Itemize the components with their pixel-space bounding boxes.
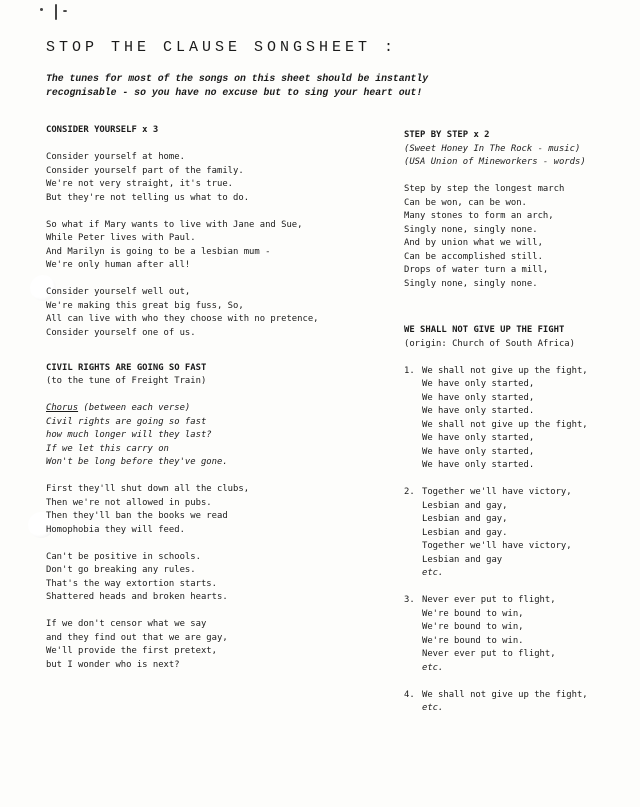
lyric-line: Singly none, singly none. bbox=[404, 224, 538, 235]
chorus-line: Civil rights are going so fast bbox=[46, 416, 207, 427]
lyric-line: Lesbian and gay, bbox=[422, 514, 508, 524]
chorus-note: (between each verse) bbox=[78, 403, 191, 413]
lyric-line: Step by step the longest march bbox=[404, 184, 565, 194]
song-credit: (USA Union of Mineworkers - words) bbox=[404, 157, 586, 167]
song-origin: (origin: Church of South Africa) bbox=[404, 338, 575, 349]
chorus-label-line bbox=[46, 402, 376, 416]
verse-number: 3. bbox=[404, 595, 415, 605]
verse-number: 2. bbox=[404, 487, 415, 497]
lyric-line: And by union what we will, bbox=[404, 238, 543, 248]
lyric-line: We shall not give up the fight, bbox=[422, 365, 588, 376]
lyric-line: We'll provide the first pretext, bbox=[46, 646, 217, 656]
lyric-line: Don't go breaking any rules. bbox=[46, 565, 196, 575]
lyric-line: but I wonder who is next? bbox=[46, 659, 180, 670]
intro-line: recognisable - so you have no excuse but to sing your heart out! bbox=[46, 87, 423, 98]
etc-line: etc. bbox=[422, 568, 444, 578]
lyric-line: We have only started. bbox=[422, 460, 535, 470]
lyric-line: Consider yourself one of us. bbox=[46, 327, 196, 338]
lyric-line: Never ever put to flight, bbox=[422, 649, 556, 659]
chorus-line: how much longer will they last? bbox=[46, 430, 212, 440]
lyric-line: First they'll shut down all the clubs, bbox=[46, 484, 250, 494]
right-column bbox=[404, 129, 634, 716]
lyric-line: Singly none, singly none. bbox=[404, 278, 538, 289]
lyric-line: Then they'll ban the books we read bbox=[46, 511, 228, 521]
lyric-line: Many stones to form an arch, bbox=[404, 211, 554, 221]
lyric-line: But they're not telling us what to do. bbox=[46, 192, 250, 203]
lyric-line: We have only started. bbox=[422, 406, 535, 416]
etc-line: etc. bbox=[422, 662, 444, 673]
lyric-line: We have only started, bbox=[422, 433, 535, 443]
lyric-line: and they find out that we are gay, bbox=[46, 632, 228, 643]
lyric-line: We're bound to win. bbox=[422, 635, 524, 646]
verse-number: 4. bbox=[404, 689, 415, 700]
lyric-line: Can be accomplished still. bbox=[404, 251, 543, 262]
song-heading: STEP BY STEP x 2 bbox=[404, 130, 490, 140]
lyric-line: Consider yourself part of the family. bbox=[46, 165, 244, 176]
lyric-line: We're bound to win, bbox=[422, 622, 524, 632]
lyric-line: Consider yourself well out, bbox=[46, 287, 191, 297]
left-column bbox=[46, 124, 376, 672]
lyric-line: Lesbian and gay. bbox=[422, 527, 508, 538]
verse-number: 1. bbox=[404, 365, 415, 376]
page-title: STOP THE CLAUSE SONGSHEET : bbox=[46, 39, 398, 56]
lyric-line: We have only started, bbox=[422, 446, 535, 457]
ink-speck bbox=[40, 8, 43, 11]
song-subheading: (to the tune of Freight Train) bbox=[46, 376, 207, 386]
lyric-line: We have only started, bbox=[422, 379, 535, 389]
lyric-line: We shall not give up the fight, bbox=[422, 689, 588, 700]
chorus-line: If we let this carry on bbox=[46, 443, 169, 454]
song-heading: WE SHALL NOT GIVE UP THE FIGHT bbox=[404, 325, 565, 335]
lyric-line: We're only human after all! bbox=[46, 260, 191, 270]
lyric-line: If we don't censor what we say bbox=[46, 619, 207, 629]
lyric-line: Homophobia they will feed. bbox=[46, 524, 185, 535]
lyric-line: While Peter lives with Paul. bbox=[46, 233, 196, 243]
song-heading: CIVIL RIGHTS ARE GOING SO FAST bbox=[46, 362, 207, 373]
lyric-line: All can live with who they choose with no pretence, bbox=[46, 314, 319, 324]
lyric-line: Never ever put to flight, bbox=[422, 595, 556, 605]
lyric-line: We shall not give up the fight, bbox=[422, 419, 588, 430]
song-credit: (Sweet Honey In The Rock - music) bbox=[404, 143, 581, 154]
ink-speck bbox=[63, 10, 67, 12]
intro-text bbox=[46, 72, 428, 100]
lyric-line: Lesbian and gay bbox=[422, 554, 503, 565]
lyric-line: Shattered heads and broken hearts. bbox=[46, 592, 228, 602]
lyric-line: We have only started, bbox=[422, 392, 535, 403]
lyric-line: So what if Mary wants to live with Jane and Sue, bbox=[46, 219, 303, 230]
ink-speck bbox=[55, 4, 57, 20]
lyric-line: Can be won, can be won. bbox=[404, 197, 527, 208]
lyric-line: Lesbian and gay, bbox=[422, 500, 508, 511]
verse-2 bbox=[404, 486, 634, 581]
lyric-line: Then we're not allowed in pubs. bbox=[46, 497, 212, 508]
lyric-line: And Marilyn is going to be a lesbian mum - bbox=[46, 246, 271, 257]
chorus-label: Chorus bbox=[46, 403, 79, 413]
verse-3 bbox=[404, 594, 634, 675]
lyric-line: Together we'll have victory, bbox=[422, 487, 572, 497]
etc-line: etc. bbox=[422, 703, 444, 713]
lyric-line: We're bound to win, bbox=[422, 608, 524, 619]
song-heading: CONSIDER YOURSELF x 3 bbox=[46, 125, 159, 135]
lyric-line: Consider yourself at home. bbox=[46, 152, 185, 162]
lyric-line: Can't be positive in schools. bbox=[46, 551, 201, 562]
lyric-line: Drops of water turn a mill, bbox=[404, 265, 549, 275]
lyric-line: That's the way extortion starts. bbox=[46, 578, 217, 589]
chorus-line: Won't be long before they've gone. bbox=[46, 457, 228, 467]
verse-1 bbox=[404, 365, 634, 473]
intro-line: The tunes for most of the songs on this sheet should be instantly bbox=[46, 73, 429, 84]
verse-4 bbox=[404, 689, 634, 716]
lyric-line: Together we'll have victory, bbox=[422, 541, 572, 551]
lyric-line: We're making this great big fuss, So, bbox=[46, 300, 244, 311]
lyric-line: We're not very straight, it's true. bbox=[46, 179, 234, 189]
